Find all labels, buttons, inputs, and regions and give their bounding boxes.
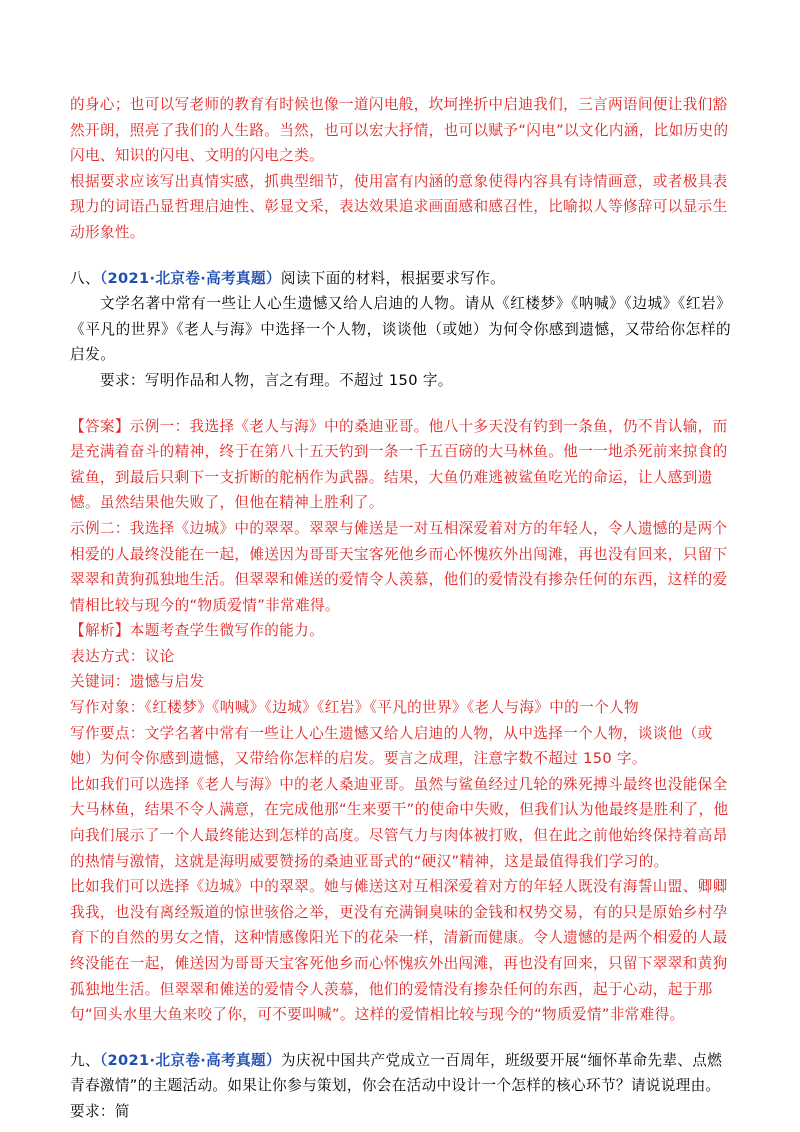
analysis-paragraph-2: 比如我们可以选择《边城》中的翠翠。她与傩送这对互相深爱着对方的年轻人既没有海誓山盟、卿卿我我，也没有离经叛道的惊世骇俗之举，更没有充满铜臭味的金钱和权势交易，有的只是原始乡村孕育下的自然的男女之情，这种情感像阳光下的花朵一样，清新而健康。令人遗憾的是两个相爱的人最终没能在一起，傩送因为哥哥天宝客死他乡而心怀愧疚外出闯滩，再也没有回来，只留下翠翠和黄狗孤独地生活。但翠翠和傩送的爱情令人羡慕，他们的爱情没有掺杂任何的东西，起于心动，起于那句“回头水里大鱼来咬了你，可不要叫喊”。这样的爱情相比较与现今的“物质爱情”非常难得。 <box>70 878 728 1024</box>
analysis-intro <box>70 618 734 644</box>
question-8-material: 文学名著中常有一些让人心生遗憾又给人启迪的人物。请从《红楼梦》《呐喊》《边城》《红岩》《平凡的世界》《老人与海》中选择一个人物，谈谈他（或她）为何令你感到遗憾，又带给你怎样的启发。 <box>70 295 732 364</box>
analysis-points: 写作要点：文学名著中常有一些让人心生遗憾又给人启迪的人物，从中选择一个人物，谈谈他（或她）为何令你感到遗憾，又带给你怎样的启发。要言之成理，注意字数不超过 150 字。 <box>70 724 713 768</box>
analysis-paragraph-1: 比如我们可以选择《老人与海》中的老人桑迪亚哥。虽然与鲨鱼经过几轮的殊死搏斗最终也没能保全大马林鱼，结果不令人满意，在完成他那“生来要干”的使命中失败，但我们认为他最终是胜利了，他向我们展示了一个人最终能达到怎样的高度。尽管气力与肉体被打败，但在此之前他始终保持着高昂的热情与激情，这就是海明威要赞扬的桑迪亚哥式的“硬汉”精神，这是最值得我们学习的。 <box>70 775 729 870</box>
question-8-header <box>70 266 734 292</box>
prev-answer-paragraph: 的身心；也可以写老师的教育有时候也像一道闪电般，坎坷挫折中启迪我们，三言两语间便让我们豁然开朗，照亮了我们的人生路。当然，也可以宏大抒情，也可以赋予“闪电”以文化内涵，比如历史的闪电、知识的闪电、文明的闪电之类。 <box>70 96 729 165</box>
question-8-requirement: 要求：写明作品和人物，言之有理。不超过 150 字。 <box>100 371 453 389</box>
question-number: 八、 <box>70 269 100 287</box>
answer-example-1 <box>70 414 734 516</box>
document-page <box>70 92 734 1125</box>
question-source: （2021·北京卷·高考真题） <box>99 1051 281 1069</box>
analysis-mode: 表达方式：议论 <box>70 647 175 665</box>
analysis-tag: 【解析】 <box>70 622 130 640</box>
analysis-keywords: 关键词：遗憾与启发 <box>70 673 205 691</box>
question-9-text: 为庆祝中国共产党成立一百周年，班级要开展“缅怀革命先辈、点燃青春激情”的主题活动。如果让你参与策划，你会在活动中设计一个怎样的核心环节？请说说理由。要求：简 <box>70 1051 723 1120</box>
prev-answer-paragraph: 根据要求应该写出真情实感，抓典型细节，使用富有内涵的意象使得内容具有诗情画意，或者极具表现力的词语凸显哲理启迪性、彰显文采，表达效果追求画面感和感召性，比喻拟人等修辞可以显示生动形象性。 <box>70 172 728 241</box>
analysis-target: 写作对象：《红楼梦》《呐喊》《边城》《红岩》《平凡的世界》《老人与海》中的一个人物 <box>70 699 639 717</box>
analysis-intro-text: 本题考查学生微写作的能力。 <box>129 622 325 640</box>
question-source: （2021·北京卷·高考真题） <box>99 269 281 287</box>
question-9 <box>70 1048 734 1125</box>
question-instruction: 阅读下面的材料，根据要求写作。 <box>280 269 506 287</box>
answer-example-2: 示例二：我选择《边城》中的翠翠。翠翠与傩送是一对互相深爱着对方的年轻人，令人遗憾的是两个相爱的人最终没能在一起，傩送因为哥哥天宝客死他乡而心怀愧疚外出闯滩，再也没有回来，只留下翠翠和黄狗孤独地生活。但翠翠和傩送的爱情令人羡慕，他们的爱情没有掺杂任何的东西，这样的爱情相比较与现今的“物质爱情”非常难得。 <box>70 519 728 614</box>
question-number: 九、 <box>70 1051 100 1069</box>
answer-example-1-text: 示例一：我选择《老人与海》中的桑迪亚哥。他八十多天没有钓到一条鱼，仍不肯认输，而是充满着奋斗的精神，终于在第八十五天钓到一条一千五百磅的大马林鱼。他一一地杀死前来掠食的鲨鱼，到最后只剩下一支折断的舵柄作为武器。结果，大鱼仍难逃被鲨鱼吃光的命运，让人感到遗憾。虽然结果他失败了，但他在精神上胜利了。 <box>70 417 728 512</box>
answer-tag: 【答案】 <box>70 417 130 435</box>
